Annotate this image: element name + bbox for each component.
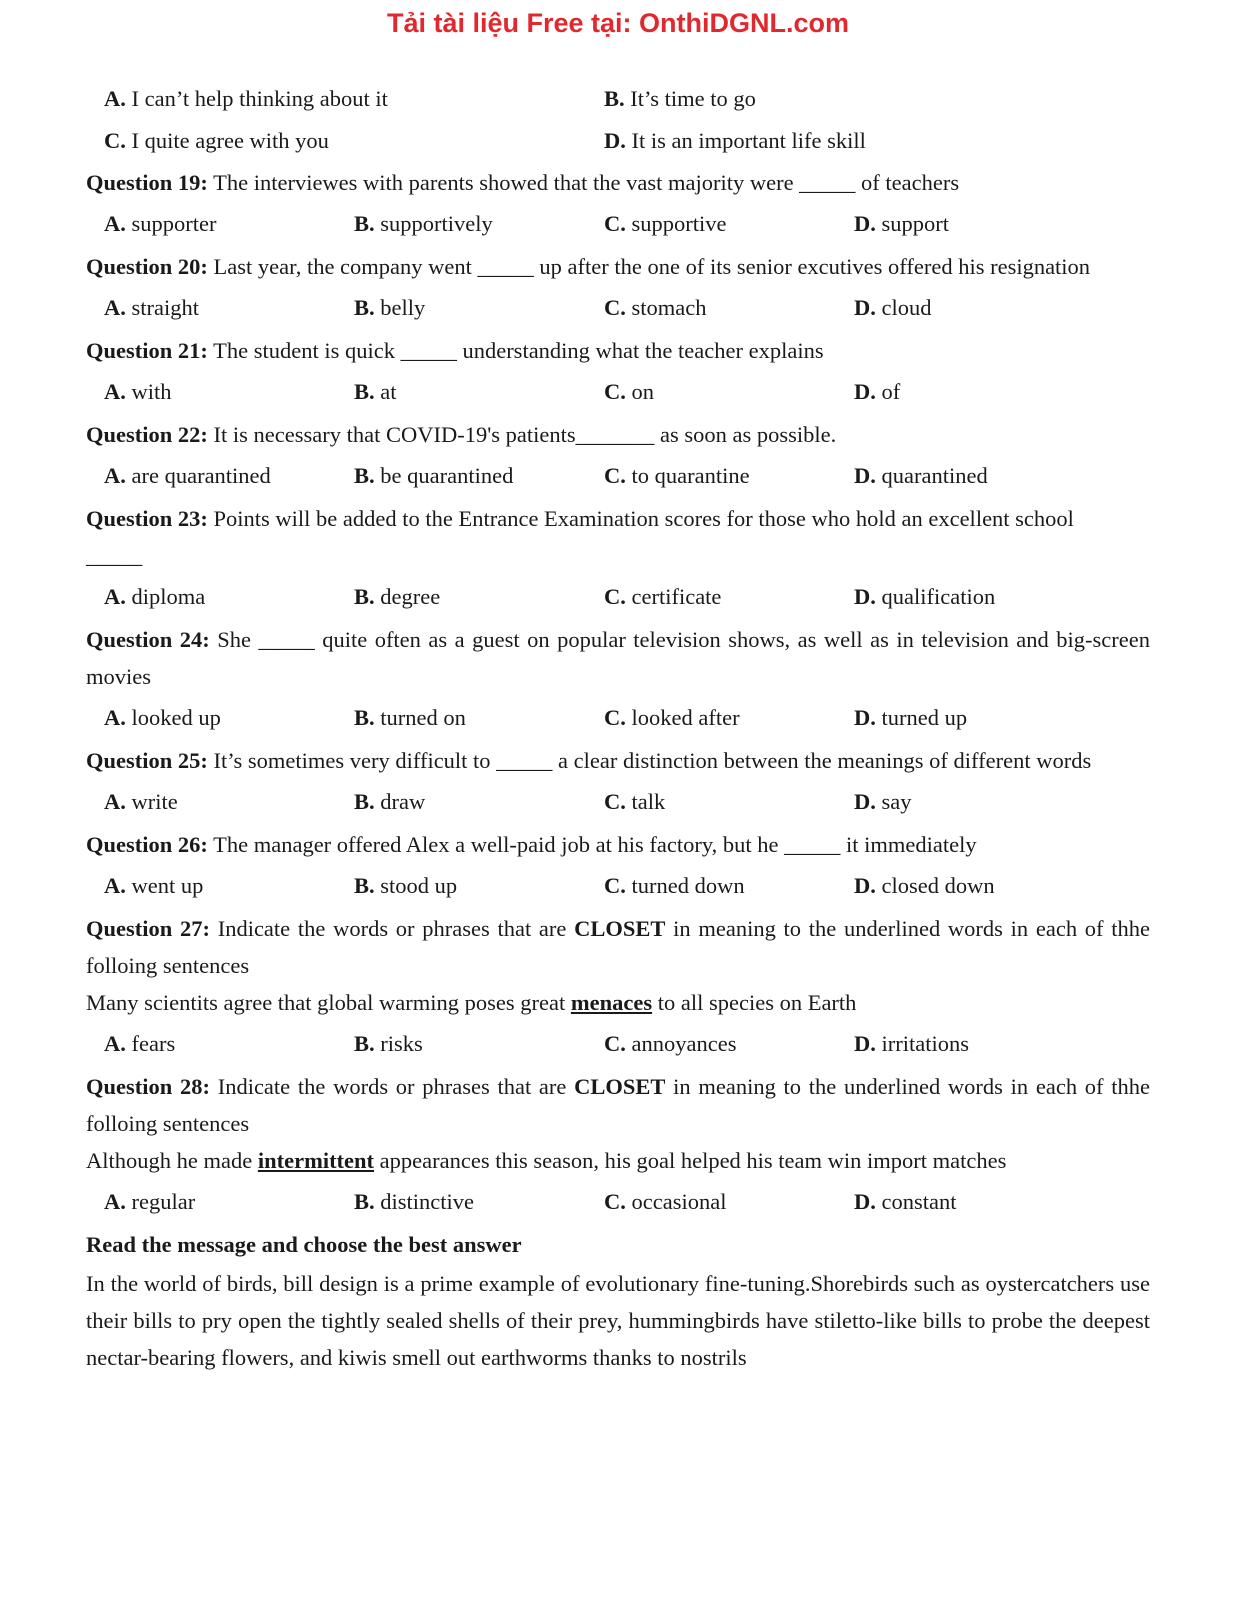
option-c[interactable]: C. stomach xyxy=(604,295,707,320)
exam-content xyxy=(86,80,1150,1376)
option-b[interactable]: B. be quarantined xyxy=(354,463,514,488)
underlined-word: menaces xyxy=(570,990,653,1015)
question-23: Question 23: Points will be added to the Entrance Examination scores for those who hold an excellent school xyxy=(86,506,1074,531)
option-a[interactable]: A. with xyxy=(104,379,172,404)
option-a[interactable]: A. went up xyxy=(104,873,204,898)
option-d[interactable]: D. of xyxy=(854,379,901,404)
option-d[interactable]: D. say xyxy=(854,789,912,814)
option-c[interactable]: C. annoyances xyxy=(604,1031,737,1056)
option-c[interactable]: C. occasional xyxy=(604,1189,727,1214)
options-row xyxy=(86,1025,1150,1062)
option-a[interactable]: A. regular xyxy=(104,1189,196,1214)
option-c[interactable]: C. turned down xyxy=(604,873,745,898)
options-row xyxy=(86,1183,1150,1220)
option-a[interactable]: A. straight xyxy=(104,295,199,320)
option-b[interactable]: B. draw xyxy=(354,789,426,814)
option-d[interactable]: D. turned up xyxy=(854,705,968,730)
options-row xyxy=(86,578,1150,615)
option-c[interactable]: C. looked after xyxy=(604,705,740,730)
options-row xyxy=(86,699,1150,736)
option-b[interactable]: B. supportively xyxy=(354,211,493,236)
answer-blank: _____ xyxy=(86,543,143,568)
option-c[interactable]: C. on xyxy=(604,379,654,404)
option-c[interactable]: C. I quite agree with you xyxy=(104,128,329,153)
option-d[interactable]: D. quarantined xyxy=(854,463,988,488)
section-title: Read the message and choose the best answer xyxy=(86,1232,522,1257)
option-b[interactable]: B. distinctive xyxy=(354,1189,475,1214)
option-c[interactable]: C. supportive xyxy=(604,211,727,236)
option-b[interactable]: B. It’s time to go xyxy=(604,86,756,111)
options-row xyxy=(86,80,1150,117)
question-28-sentence: Although he made intermittent appearances this season, his goal helped his team win import matches xyxy=(86,1148,1007,1173)
option-d[interactable]: D. irritations xyxy=(854,1031,969,1056)
question-25: Question 25: It’s sometimes very difficult to _____ a clear distinction between the meanings of different words xyxy=(86,748,1092,773)
question-19: Question 19: The interviewes with parents showed that the vast majority were _____ of teachers xyxy=(86,170,960,195)
question-28: Question 28: Indicate the words or phrases that are CLOSET in meaning to the underlined words in each of thhe folloing sentences xyxy=(86,1074,1150,1136)
options-row xyxy=(86,373,1150,410)
option-a[interactable]: A. diploma xyxy=(104,584,206,609)
options-row xyxy=(86,783,1150,820)
option-d[interactable]: D. constant xyxy=(854,1189,957,1214)
option-b[interactable]: B. stood up xyxy=(354,873,458,898)
reading-passage: In the world of birds, bill design is a prime example of evolutionary fine-tuning.Shorebirds such as oystercatchers use their bills to pry open the tightly sealed shells of their prey, hummingbirds have stiletto-like bills to probe the deepest nectar-bearing flowers, and kiwis smell out earthworms thanks to nostrils xyxy=(86,1271,1150,1370)
option-c[interactable]: C. talk xyxy=(604,789,666,814)
underlined-word: intermittent xyxy=(257,1148,375,1173)
option-c[interactable]: C. to quarantine xyxy=(604,463,750,488)
options-row xyxy=(86,122,1150,159)
option-d[interactable]: D. It is an important life skill xyxy=(604,128,866,153)
options-row xyxy=(86,289,1150,326)
question-21: Question 21: The student is quick _____ understanding what the teacher explains xyxy=(86,338,824,363)
option-d[interactable]: D. support xyxy=(854,211,949,236)
question-20: Question 20: Last year, the company went _____ up after the one of its senior excutives offered his resignation xyxy=(86,254,1091,279)
option-a[interactable]: A. fears xyxy=(104,1031,176,1056)
question-27-sentence: Many scientits agree that global warming poses great menaces to all species on Earth xyxy=(86,990,857,1015)
option-b[interactable]: B. belly xyxy=(354,295,426,320)
option-a[interactable]: A. supporter xyxy=(104,211,217,236)
option-d[interactable]: D. cloud xyxy=(854,295,932,320)
option-b[interactable]: B. degree xyxy=(354,584,441,609)
option-a[interactable]: A. looked up xyxy=(104,705,221,730)
option-b[interactable]: B. risks xyxy=(354,1031,423,1056)
question-27: Question 27: Indicate the words or phrases that are CLOSET in meaning to the underlined words in each of thhe folloing sentences xyxy=(86,916,1150,978)
option-a[interactable]: A. write xyxy=(104,789,178,814)
options-row xyxy=(86,205,1150,242)
options-row xyxy=(86,457,1150,494)
options-row xyxy=(86,867,1150,904)
option-a[interactable]: A. I can’t help thinking about it xyxy=(104,86,388,111)
question-26: Question 26: The manager offered Alex a well-paid job at his factory, but he _____ it immediately xyxy=(86,832,977,857)
option-c[interactable]: C. certificate xyxy=(604,584,722,609)
option-b[interactable]: B. turned on xyxy=(354,705,466,730)
option-d[interactable]: D. closed down xyxy=(854,873,995,898)
site-header-banner: Tải tài liệu Free tại: OnthiDGNL.com xyxy=(386,8,850,38)
question-24: Question 24: She _____ quite often as a guest on popular television shows, as well as in television and big-screen movies xyxy=(86,627,1150,689)
question-22: Question 22: It is necessary that COVID-19's patients_______ as soon as possible. xyxy=(86,422,837,447)
option-a[interactable]: A. are quarantined xyxy=(104,463,271,488)
option-d[interactable]: D. qualification xyxy=(854,584,996,609)
option-b[interactable]: B. at xyxy=(354,379,397,404)
